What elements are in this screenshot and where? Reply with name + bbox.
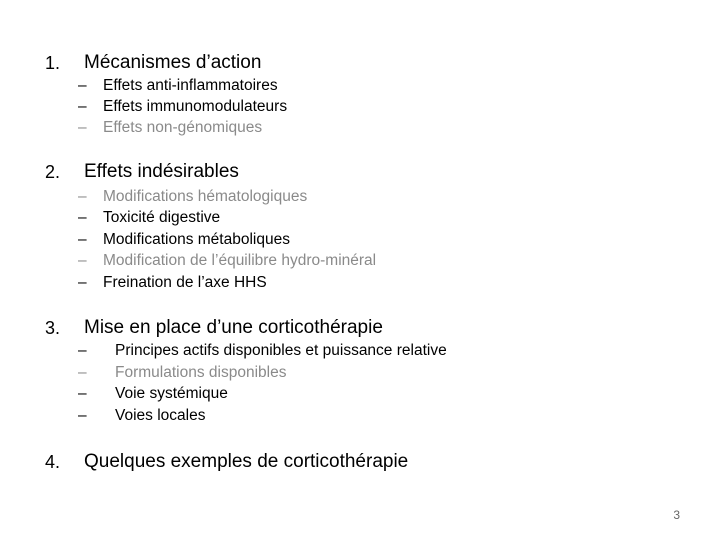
section-number: 1.: [45, 53, 61, 73]
list-item: Modifications métaboliques: [103, 231, 290, 248]
bullet-dash: –: [78, 188, 87, 205]
bullet-dash: –: [78, 385, 87, 402]
page-number: 3: [673, 508, 680, 522]
bullet-dash: –: [78, 274, 87, 291]
bullet-dash: –: [78, 119, 87, 136]
bullet-dash: –: [78, 209, 87, 226]
section-heading: Effets indésirables: [84, 161, 239, 182]
section-heading: Quelques exemples de corticothérapie: [84, 451, 409, 472]
list-item: Toxicité digestive: [103, 209, 221, 226]
list-item: Voie systémique: [115, 385, 228, 402]
section-number: 3.: [45, 318, 61, 338]
section-heading: Mise en place d’une corticothérapie: [84, 317, 383, 338]
list-item: Freination de l’axe HHS: [103, 274, 267, 291]
list-item: Effets immunomodulateurs: [103, 98, 288, 115]
list-item: Effets anti-inflammatoires: [103, 77, 278, 94]
list-item: Principes actifs disponibles et puissance relative: [115, 342, 447, 359]
bullet-dash: –: [78, 77, 87, 94]
bullet-dash: –: [78, 231, 87, 248]
bullet-dash: –: [78, 364, 87, 381]
list-item: Modifications hématologiques: [103, 188, 308, 205]
section-number: 4.: [45, 452, 61, 472]
list-item: Effets non-génomiques: [103, 119, 263, 136]
section-number: 2.: [45, 162, 61, 182]
bullet-dash: –: [78, 342, 87, 359]
bullet-dash: –: [78, 252, 87, 269]
list-item: Voies locales: [115, 407, 206, 424]
bullet-dash: –: [78, 407, 87, 424]
list-item: Formulations disponibles: [115, 364, 287, 381]
bullet-dash: –: [78, 98, 87, 115]
section-heading: Mécanismes d’action: [84, 52, 262, 73]
list-item: Modification de l’équilibre hydro-minéral: [103, 252, 377, 269]
